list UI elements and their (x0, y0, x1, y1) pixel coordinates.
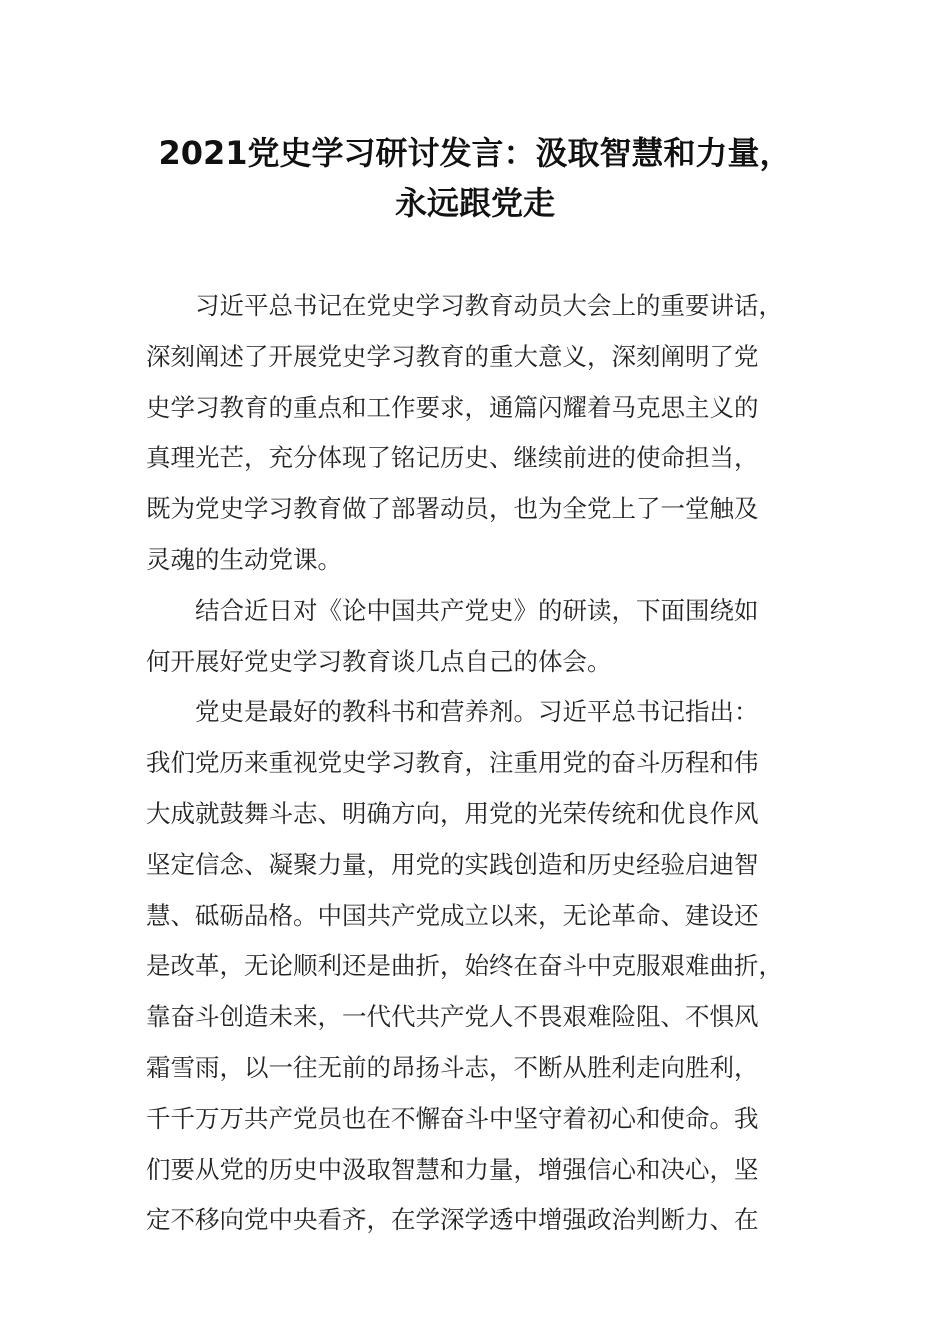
text-line: 既为党史学习教育做了部署动员，也为全党上了一堂触及 (146, 494, 759, 524)
text-line: 灵魂的生动党课。 (146, 544, 342, 574)
text-line: 是改革，无论顺利还是曲折，始终在奋斗中克服艰难曲折， (146, 951, 783, 981)
text-line: 党史是最好的教科书和营养剂。习近平总书记指出： (195, 697, 759, 727)
text-line: 霜雪雨，以一往无前的昂扬斗志，不断从胜利走向胜利， (146, 1052, 759, 1082)
text-line: 真理光芒，充分体现了铭记历史、继续前进的使命担当， (146, 443, 759, 473)
text-line: 慧、砥砺品格。中国共产党成立以来，无论革命、建设还 (146, 900, 759, 930)
text-line: 千千万万共产党员也在不懈奋斗中坚守着初心和使命。我 (146, 1103, 759, 1133)
text-line: 史学习教育的重点和工作要求，通篇闪耀着马克思主义的 (146, 392, 759, 422)
text-line: 我们党历来重视党史学习教育，注重用党的奋斗历程和伟 (146, 748, 759, 778)
text-line: 习近平总书记在党史学习教育动员大会上的重要讲话， (195, 291, 783, 320)
text-line: 坚定信念、凝聚力量，用党的实践创造和历史经验启迪智 (146, 849, 759, 879)
text-line: 何开展好党史学习教育谈几点自己的体会。 (146, 646, 612, 676)
document-title (120, 128, 830, 228)
text-line: 定不移向党中央看齐，在学深学透中增强政治判断力、在 (146, 1205, 759, 1235)
text-line: 大成就鼓舞斗志、明确方向，用党的光荣传统和优良作风 (146, 798, 759, 828)
text-line: 结合近日对《论中国共产党史》的研读，下面围绕如 (195, 595, 759, 625)
text-line: 们要从党的历史中汲取智慧和力量，增强信心和决心，坚 (146, 1154, 759, 1184)
document-body (146, 281, 806, 1246)
title-line: 2021党史学习研讨发言：汲取智慧和力量， (158, 134, 792, 172)
text-line: 深刻阐述了开展党史学习教育的重大意义，深刻阐明了党 (146, 341, 759, 371)
title-line: 永远跟党走 (394, 184, 555, 222)
text-line: 靠奋斗创造未来，一代代共产党人不畏艰难险阻、不惧风 (146, 1002, 759, 1032)
